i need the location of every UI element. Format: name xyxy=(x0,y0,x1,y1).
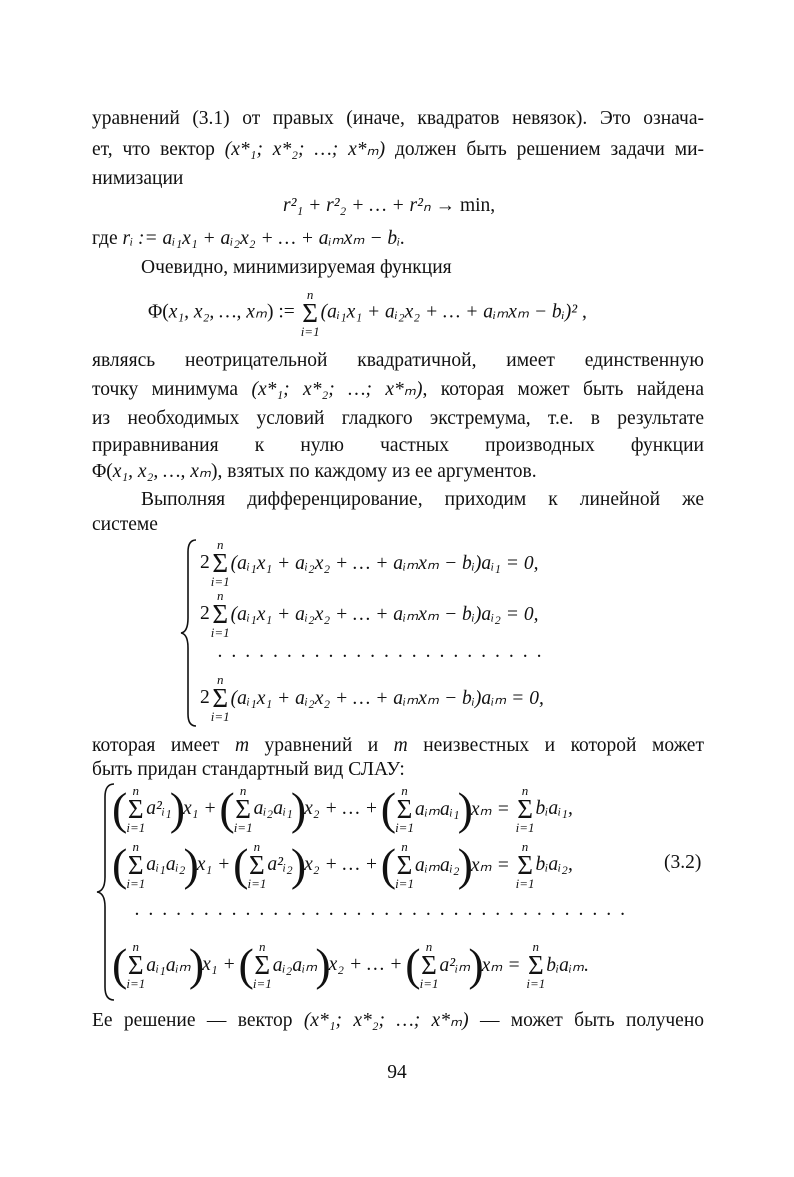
math-expression: xₘ = xyxy=(470,855,515,876)
equation-label: (3.2) xyxy=(664,852,702,873)
text-line xyxy=(92,348,704,374)
text-line xyxy=(92,106,704,132)
sigma-symbol: Σ xyxy=(302,298,318,328)
sum-lower-limit: i=1 xyxy=(395,820,414,835)
text-span: min, xyxy=(459,195,496,216)
text-span: , xyxy=(577,301,587,323)
math-expression: bᵢaᵢ₂, xyxy=(535,854,573,875)
summation xyxy=(126,840,145,890)
text-span: 2 xyxy=(200,552,210,573)
sum-upper-limit: n xyxy=(132,839,140,854)
system2-row xyxy=(114,940,589,990)
text-span: которая имеет xyxy=(92,735,235,756)
math-expression: aᵢₘaᵢ₁ xyxy=(414,799,460,820)
system2-row xyxy=(114,840,573,890)
sum-lower-limit: i=1 xyxy=(247,876,267,891)
sum-lower-limit: i=1 xyxy=(126,976,146,991)
sum-upper-limit: n xyxy=(532,939,540,954)
text-line xyxy=(92,1008,704,1034)
sigma-symbol: Σ xyxy=(396,850,413,880)
left-paren: ( xyxy=(380,839,397,890)
math-expression: (x*₁; x*₂; …; x*ₘ) xyxy=(251,379,423,400)
sum-upper-limit: n xyxy=(521,783,529,798)
math-expression: aᵢ₂aᵢₘ xyxy=(272,955,318,976)
summation xyxy=(301,288,320,338)
right-paren: ) xyxy=(290,839,307,890)
system1-row xyxy=(200,538,538,588)
sum-upper-limit: n xyxy=(132,783,140,798)
right-paren: ) xyxy=(169,783,186,834)
text-span: из необходимых условий гладкого экстремума, т.е. в результате xyxy=(92,408,704,429)
sigma-symbol: Σ xyxy=(127,794,144,824)
text-span: ) := xyxy=(267,301,300,323)
sum-upper-limit: n xyxy=(253,839,261,854)
math-expression: (x*₁; x*₂; …; x*ₘ) xyxy=(224,139,386,160)
right-paren: ) xyxy=(457,839,473,890)
text-span: Очевидно, минимизируемая функция xyxy=(141,257,452,278)
sum-upper-limit: n xyxy=(216,672,224,687)
sum-lower-limit: i=1 xyxy=(515,820,535,835)
math-expression: x₁, x₂, …, xₘ xyxy=(168,301,268,323)
formula-residuals-min xyxy=(283,193,495,219)
math-expression: aᵢₘaᵢ₂ xyxy=(414,855,460,876)
summation xyxy=(516,784,535,834)
sum-upper-limit: n xyxy=(239,783,247,798)
text-span: приравнивания к нулю частных производных функции xyxy=(92,435,704,456)
sigma-symbol: Σ xyxy=(235,794,251,824)
text-span: , которая может быть найдена xyxy=(422,379,705,400)
sum-lower-limit: i=1 xyxy=(300,324,320,339)
sum-lower-limit: i=1 xyxy=(526,976,546,991)
sigma-symbol: Σ xyxy=(212,599,229,629)
left-paren: ( xyxy=(238,939,254,990)
sigma-symbol: Σ xyxy=(212,548,229,578)
right-paren: ) xyxy=(315,939,331,990)
sum-upper-limit: n xyxy=(425,939,433,954)
summation xyxy=(126,940,145,990)
math-expression: (aᵢ₁x₁ + aᵢ₂x₂ + … + aᵢₘxₘ − bᵢ)aᵢ₂ = 0, xyxy=(230,604,539,625)
math-expression: m xyxy=(393,735,408,756)
sum-lower-limit: i=1 xyxy=(126,820,146,835)
math-expression: bᵢaᵢ₁, xyxy=(535,798,573,819)
math-expression: x₂ + … + xyxy=(304,798,383,819)
math-expression: x₁, x₂, …, xₘ xyxy=(112,461,212,482)
math-expression: a²ᵢ₁ xyxy=(146,798,172,819)
text-line xyxy=(92,433,704,459)
text-span: Φ( xyxy=(148,301,169,323)
math-expression: a²ᵢ₂ xyxy=(267,854,293,875)
sigma-symbol: Σ xyxy=(517,794,533,824)
math-expression: x₂ + … + xyxy=(304,854,383,875)
text-line xyxy=(92,406,704,432)
math-expression: r²₁ + r²₂ + … + r²ₙ → xyxy=(283,195,460,216)
summation xyxy=(247,840,266,890)
summation xyxy=(211,538,230,588)
right-paren: ) xyxy=(468,939,484,990)
right-paren: ) xyxy=(457,783,473,834)
left-paren: ( xyxy=(405,939,421,990)
text-line xyxy=(92,757,704,783)
text-span: нимизации xyxy=(92,168,184,189)
sigma-symbol: Σ xyxy=(254,950,271,980)
text-line xyxy=(141,255,753,281)
text-span: должен быть решением задачи ми- xyxy=(385,139,704,160)
summation xyxy=(395,840,414,890)
summation xyxy=(234,784,253,834)
sum-upper-limit: n xyxy=(306,287,314,302)
math-expression: x₁ + xyxy=(202,954,241,975)
text-span: ет, что вектор xyxy=(92,139,225,160)
sum-lower-limit: i=1 xyxy=(395,876,414,891)
sum-upper-limit: n xyxy=(401,783,408,798)
sum-upper-limit: n xyxy=(521,839,529,854)
text-line xyxy=(92,512,704,538)
text-line xyxy=(141,487,704,513)
text-line xyxy=(92,137,704,163)
summation xyxy=(526,940,545,990)
math-expression: x₂ + … + xyxy=(328,954,408,975)
math-expression: xₘ = xyxy=(481,955,526,976)
text-span: — может быть получено xyxy=(468,1010,705,1031)
math-expression: aᵢ₁aᵢₘ xyxy=(146,955,191,976)
sum-lower-limit: i=1 xyxy=(233,820,253,835)
page-number: 94 xyxy=(387,1062,407,1083)
text-span: быть придан стандартный вид СЛАУ: xyxy=(92,759,405,780)
left-paren: ( xyxy=(112,839,128,890)
sum-upper-limit: n xyxy=(401,839,408,854)
sum-upper-limit: n xyxy=(216,588,224,603)
sigma-symbol: Σ xyxy=(421,950,437,980)
text-span: 2 xyxy=(200,603,210,624)
math-expression: rᵢ := aᵢ₁x₁ + aᵢ₂x₂ + … + aᵢₘxₘ − bᵢ. xyxy=(122,228,406,249)
system1-row xyxy=(200,589,538,639)
formula-phi xyxy=(148,288,587,338)
text-span: неизвестных и которой может xyxy=(407,735,704,756)
left-paren: ( xyxy=(219,783,235,834)
text-line xyxy=(92,733,704,759)
sum-upper-limit: n xyxy=(216,537,224,552)
summation xyxy=(420,940,439,990)
math-expression: x₁ + xyxy=(183,798,222,819)
system1-brace xyxy=(180,538,200,728)
summation xyxy=(211,589,230,639)
text-line xyxy=(92,459,704,485)
system1-row xyxy=(200,673,544,723)
text-line xyxy=(92,226,704,252)
summation xyxy=(516,840,535,890)
text-span: Ее решение — вектор xyxy=(92,1010,304,1031)
sum-upper-limit: n xyxy=(132,939,140,954)
sum-lower-limit: i=1 xyxy=(252,976,272,991)
text-span: уравнений (3.1) от правых (иначе, квадратов невязок). Это означа- xyxy=(92,108,704,129)
math-expression: xₘ = xyxy=(470,799,515,820)
sigma-symbol: Σ xyxy=(127,950,144,980)
math-expression: (aᵢ₁x₁ + aᵢ₂x₂ + … + aᵢₘxₘ − bᵢ)aᵢₘ = 0, xyxy=(230,688,544,709)
math-expression: aᵢ₂aᵢ₁ xyxy=(253,798,293,819)
math-expression: m xyxy=(234,735,250,756)
sum-upper-limit: n xyxy=(259,939,266,954)
sigma-symbol: Σ xyxy=(127,850,144,880)
sum-lower-limit: i=1 xyxy=(126,876,146,891)
text-line xyxy=(92,166,704,192)
left-paren: ( xyxy=(380,783,397,834)
system1-dots: ........................ xyxy=(218,641,551,662)
summation xyxy=(126,784,145,834)
sum-lower-limit: i=1 xyxy=(515,876,535,891)
left-paren: ( xyxy=(112,783,128,834)
math-expression: bᵢaᵢₘ. xyxy=(546,955,589,976)
summation xyxy=(253,940,272,990)
system2-row xyxy=(114,784,573,834)
sum-lower-limit: i=1 xyxy=(210,709,230,724)
text-span: системе xyxy=(92,514,158,535)
text-span: где xyxy=(92,228,123,249)
system2-dots: .................................... xyxy=(135,899,635,920)
text-span: Φ( xyxy=(92,461,113,482)
sum-lower-limit: i=1 xyxy=(210,574,230,589)
sigma-symbol: Σ xyxy=(527,950,544,980)
left-paren: ( xyxy=(112,939,128,990)
text-span: 2 xyxy=(200,687,210,708)
right-paren: ) xyxy=(188,939,205,990)
math-expression: (aᵢ₁x₁ + aᵢ₂x₂ + … + aᵢₘxₘ − bᵢ)² xyxy=(320,301,578,323)
math-expression: (x*₁; x*₂; …; x*ₘ) xyxy=(303,1010,469,1031)
text-span: ), взятых по каждому из ее аргументов. xyxy=(211,461,537,482)
text-span: уравнений и xyxy=(249,735,394,756)
sigma-symbol: Σ xyxy=(249,850,265,880)
sigma-symbol: Σ xyxy=(212,683,229,713)
right-paren: ) xyxy=(290,783,307,834)
sigma-symbol: Σ xyxy=(517,850,533,880)
summation xyxy=(211,673,230,723)
math-expression: aᵢ₁aᵢ₂ xyxy=(146,854,186,875)
math-expression: (aᵢ₁x₁ + aᵢ₂x₂ + … + aᵢₘxₘ − bᵢ)aᵢ₁ = 0, xyxy=(230,553,539,574)
text-line xyxy=(92,377,704,403)
right-paren: ) xyxy=(183,839,199,890)
text-span: являясь неотрицательной квадратичной, имеет единственную xyxy=(92,350,704,371)
sigma-symbol: Σ xyxy=(396,794,413,824)
text-span: Выполняя дифференцирование, приходим к линейной же xyxy=(141,489,704,510)
summation xyxy=(395,784,414,834)
sum-lower-limit: i=1 xyxy=(419,976,439,991)
math-expression: x₁ + xyxy=(196,854,236,875)
left-paren: ( xyxy=(233,839,249,890)
text-span: точку минимума xyxy=(92,379,252,400)
sum-lower-limit: i=1 xyxy=(210,625,230,640)
math-expression: a²ᵢₘ xyxy=(439,955,471,976)
